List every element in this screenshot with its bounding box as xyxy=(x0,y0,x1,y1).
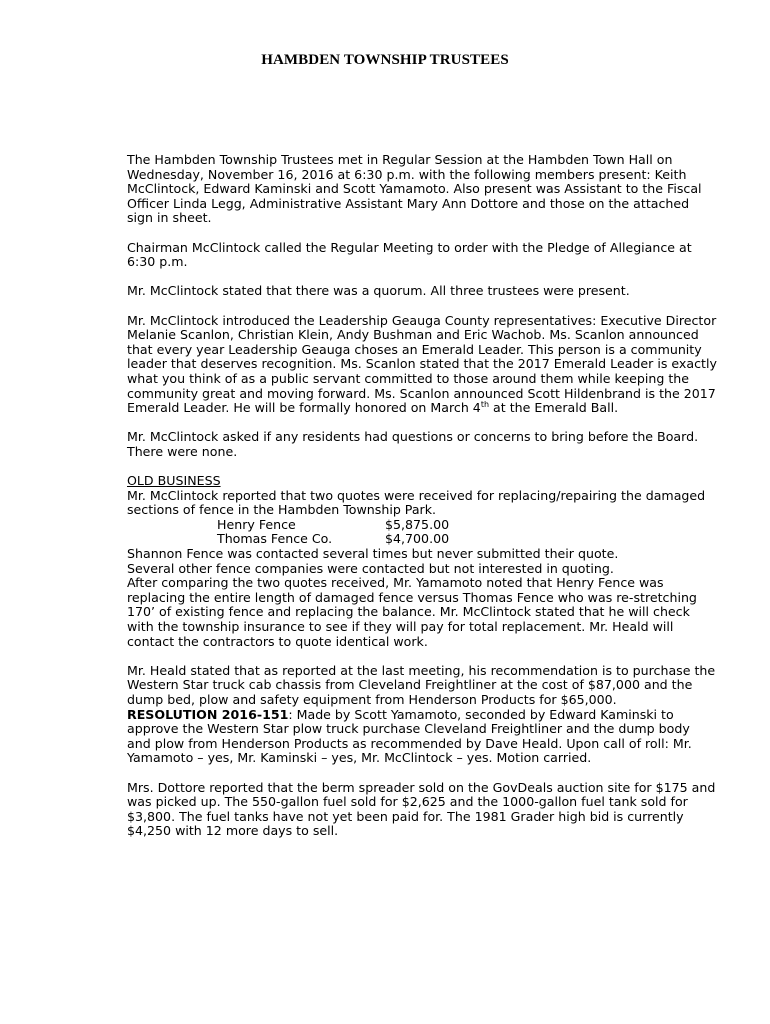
resolution-label: RESOLUTION 2016-151 xyxy=(127,706,289,722)
resolution-paragraph xyxy=(127,708,717,766)
quote-amount: $5,875.00 xyxy=(385,516,450,532)
emerald-leader-paragraph xyxy=(127,314,717,416)
plow-truck-paragraph: Mr. Heald stated that as reported at the last meeting, his recommendation is to purchase the Western Star truck cab chassis from Cleveland Freightliner at the cost of $87,000 and the dump bed, plow and safety equipment from Henderson Products for $65,000. xyxy=(127,662,716,707)
resolution-text: : Made by Scott Yamamoto, seconded by Edward Kaminski to approve the Western Star plow truck purchase Cleveland Freightliner and the dump body and plow from Henderson Products as recommended by Dave Heald. Upon call of roll: Mr. Yamamoto – yes, Mr. Kaminski – yes, Mr. McClintock – yes. Motion carried. xyxy=(127,706,692,766)
emerald-leader-text: Mr. McClintock introduced the Leadership Geauga County representatives: Executive Director Melanie Scanlon, Christian Klein, Andy Bushman and Eric Wachob. Ms. Scanlon announced that every year Leadership Geauga choses an Emerald Leader. This person is a community leader that deserves recognition. Ms. Scanlon stated that the 2017 Emerald Leader is exactly what you think of as a public servant committed to those around them while keeping the community great and moving forward. Ms. Scanlon announced Scott Hildenbrand is the 2017 Emerald Leader. He will be formally honored on March 4 xyxy=(127,312,717,416)
quote-vendor: Henry Fence xyxy=(217,516,296,532)
quote-row xyxy=(127,518,717,533)
quorum-paragraph: Mr. McClintock stated that there was a quorum. All three trustees were present. xyxy=(127,283,630,299)
fence-quotes-paragraph: Mr. McClintock reported that two quotes were received for replacing/repairing the damaged sections of fence in the Hambden Township Park. xyxy=(127,487,706,518)
ordinal-superscript: th xyxy=(480,399,490,409)
auction-paragraph: Mrs. Dottore reported that the berm spreader sold on the GovDeals auction site for $175 and was picked up. The 550-gallon fuel sold for $2,625 and the 1000-gallon fuel tank sold for $3,800. The fuel tanks have not yet been paid for. The 1981 Grader high bid is currently $4,250 with 12 more days to sell. xyxy=(127,779,716,839)
quote-comparison-paragraph: After comparing the two quotes received, Mr. Yamamoto noted that Henry Fence was replacing the entire length of damaged fence versus Thomas Fence who was re-stretching 170’ of existing fence and replacing the balance. Mr. McClintock stated that he will check with the township insurance to see if they will pay for total replacement. Mr. Heald will contact the contractors to quote identical work. xyxy=(127,575,697,649)
emerald-leader-end: at the Emerald Ball. xyxy=(489,400,619,416)
other-companies-line: Several other fence companies were contacted but not interested in quoting. xyxy=(127,560,614,576)
opening-paragraph: The Hambden Township Trustees met in Regular Session at the Hambden Town Hall on Wednesday, November 16, 2016 at 6:30 p.m. with the following members present: Keith McClintock, Edward Kaminski and Scott Yamamoto. Also present was Assistant to the Fiscal Officer Linda Legg, Administrative Assistant Mary Ann Dottore and those on the attached sign in sheet. xyxy=(127,152,702,226)
page-title: HAMBDEN TOWNSHIP TRUSTEES xyxy=(261,52,509,68)
minutes-body xyxy=(127,153,717,854)
quote-row xyxy=(127,532,717,547)
old-business-heading: OLD BUSINESS xyxy=(127,473,221,489)
shannon-fence-line: Shannon Fence was contacted several times but never submitted their quote. xyxy=(127,546,619,562)
quote-vendor: Thomas Fence Co. xyxy=(217,531,333,547)
call-to-order-paragraph: Chairman McClintock called the Regular Meeting to order with the Pledge of Allegiance at 6:30 p.m. xyxy=(127,239,692,270)
quote-amount: $4,700.00 xyxy=(385,531,450,547)
residents-paragraph: Mr. McClintock asked if any residents had questions or concerns to bring before the Board. There were none. xyxy=(127,429,699,459)
